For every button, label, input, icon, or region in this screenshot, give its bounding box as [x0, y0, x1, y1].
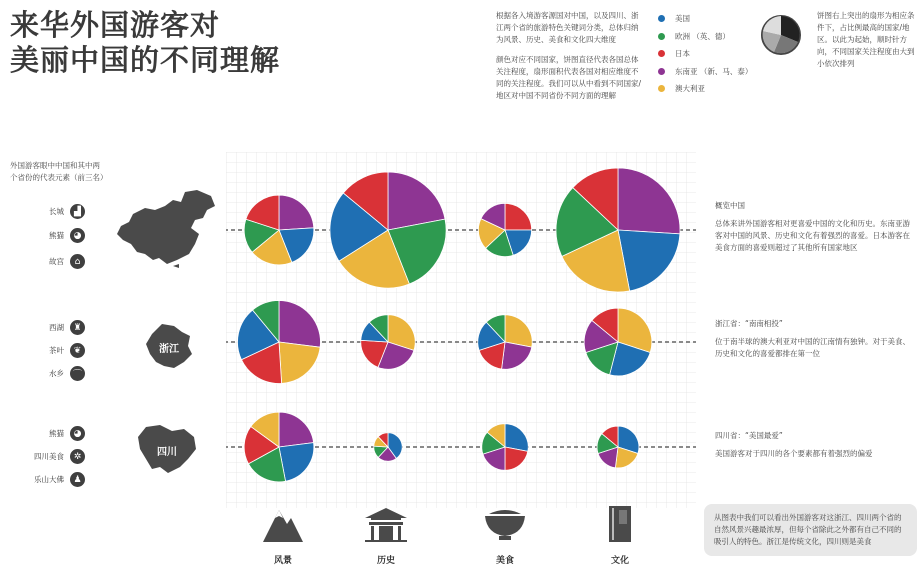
legend-swatch: [658, 50, 665, 57]
legend-item: [658, 45, 752, 63]
region-element-label: 茶叶: [49, 346, 64, 355]
region-element-label: 长城: [49, 207, 64, 216]
region-element-label: 水乡: [49, 369, 64, 378]
legend-item: [658, 63, 752, 81]
great-wall-icon: ▟: [70, 204, 85, 219]
legend-swatch: [658, 85, 665, 92]
pie-浙江-美食: [478, 315, 532, 369]
book-icon: [607, 504, 633, 544]
pie-slice-美国: [505, 424, 528, 452]
description-sichuan-head: 四川省：“美国最爱”: [715, 431, 783, 440]
legend-label: 澳大利亚: [675, 84, 705, 94]
pie-浙江-风景: [238, 301, 321, 384]
legend: [658, 10, 752, 98]
column-label-scenery: 风景: [273, 556, 292, 566]
description-zhejiang-head: 浙江省：“南南相投”: [715, 319, 783, 328]
column-label-culture: 文化: [610, 556, 629, 566]
pie-slice-澳大利亚: [505, 315, 532, 347]
leshan-buddha-icon: ♟: [70, 472, 85, 487]
forbidden-city-icon: ⌂: [70, 254, 85, 269]
region-element-label: 西湖: [49, 323, 64, 332]
china-map: [115, 188, 220, 268]
west-lake-icon: ♜: [70, 320, 85, 335]
region-element-label: 熊猫: [49, 231, 64, 240]
pie-浙江-历史: [361, 315, 415, 369]
legend-swatch: [658, 68, 665, 75]
sichuan-food-icon: ✲: [70, 449, 85, 464]
pie-slice-东南亚 （新、马、泰）: [618, 168, 680, 234]
description-sichuan-body: 美国游客对于四川的各个要素都有着强烈的偏爱: [715, 449, 873, 458]
pie-浙江-文化: [584, 308, 652, 376]
legend-item: [658, 28, 752, 46]
pavilion-icon: [361, 506, 411, 542]
region-element-label: 乐山大佛: [34, 475, 64, 484]
water-town-icon: ⌒: [70, 366, 85, 381]
legend-label: 欧洲 （英、德）: [675, 31, 730, 41]
pie-四川-历史: [374, 433, 402, 461]
title-line-1: 来华外国游客对: [10, 8, 221, 42]
legend-item: [658, 10, 752, 28]
pie-explanation-icon: [760, 14, 802, 56]
zhejiang-label: 浙江: [159, 344, 179, 355]
panda-icon: ◕: [70, 426, 85, 441]
description-china-head: 概览中国: [715, 201, 745, 210]
pie-四川-风景: [244, 412, 314, 482]
legend-label: 东南亚 （新、马、泰）: [675, 66, 753, 76]
pie-slice-东南亚 （新、马、泰）: [279, 195, 314, 230]
title-line-2: 美丽中国的不同理解: [10, 43, 281, 77]
pie-四川-美食: [482, 424, 528, 470]
mountain-icon: [261, 504, 305, 544]
pie-slice-东南亚 （新、马、泰）: [279, 412, 314, 447]
pie-slice-澳大利亚: [279, 342, 320, 383]
pie-chart: [226, 152, 696, 508]
legend-swatch: [658, 33, 665, 40]
legend-label: 日本: [675, 49, 690, 59]
intro-paragraph-1: 根据各入境游客源国对中国，以及四川、浙江两个省的旅游特色关键词分类，总体归纳为风景、历史、美食和文化四大维度: [496, 11, 639, 44]
legend-swatch: [658, 15, 665, 22]
pie-四川-文化: [597, 426, 639, 468]
bowl-icon: [483, 508, 527, 542]
pie-中国-历史: [330, 172, 446, 288]
region-element-label: 故宫: [49, 257, 64, 266]
description-zhejiang: [715, 318, 915, 360]
pie-slice-日本: [505, 447, 528, 470]
intro-paragraph-2: 颜色对应不同国家，饼图直径代表各国总体关注程度，扇形面积代表各国对相应维度不同的关注程度。我们可以从中看到不同国家/地区对中国不同省份不同方面的理解: [496, 55, 642, 100]
column-label-history: 历史: [376, 556, 395, 566]
side-heading: 外国游客眼中中国和其中两个省份的代表元素（前三名）: [10, 161, 108, 182]
description-china-body: 总体来讲外国游客相对更喜爱中国的文化和历史。东南亚游客对中国的风景、历史和文化有着强烈的喜爱。日本游客在美食方面的喜爱则超过了其他所有国家地区: [715, 219, 910, 252]
page-title: [10, 8, 280, 78]
region-element-label: 熊猫: [49, 429, 64, 438]
pie-slice-东南亚 （新、马、泰）: [279, 301, 320, 348]
pie-slice-日本: [505, 203, 532, 230]
pie-中国-风景: [244, 195, 314, 265]
legend-item: [658, 80, 752, 98]
panda-icon: ◕: [70, 228, 85, 243]
sichuan-label: 四川: [157, 447, 177, 458]
description-sichuan: [715, 430, 915, 460]
pie-slice-东南亚 （新、马、泰）: [502, 342, 532, 369]
description-zhejiang-body: 位于南半球的澳大利亚对中国的江南情有独钟。对于美食、历史和文化的喜爱都排在第一位: [715, 337, 910, 358]
tea-leaf-icon: ❦: [70, 343, 85, 358]
pie-explanation-text: 饼图右上突出的扇形为相应条件下，占比例最高的国家/地区。以此为起始，顺时针方向，不同国家关注程度由大到小依次排列: [817, 11, 915, 68]
intro-text: [496, 10, 644, 110]
column-label-food: 美食: [495, 556, 514, 566]
pie-中国-美食: [478, 203, 531, 256]
conclusion-box: 从图表中我们可以看出外国游客对这浙江、四川两个省的自然风景兴趣最浓厚，但每个省除此之外都有自己不同的吸引人的特色。浙江是传统文化，四川则是美食: [704, 504, 917, 556]
legend-label: 美国: [675, 14, 690, 24]
description-china: [715, 200, 915, 254]
pie-中国-文化: [556, 168, 680, 292]
region-element-label: 四川美食: [34, 452, 64, 461]
